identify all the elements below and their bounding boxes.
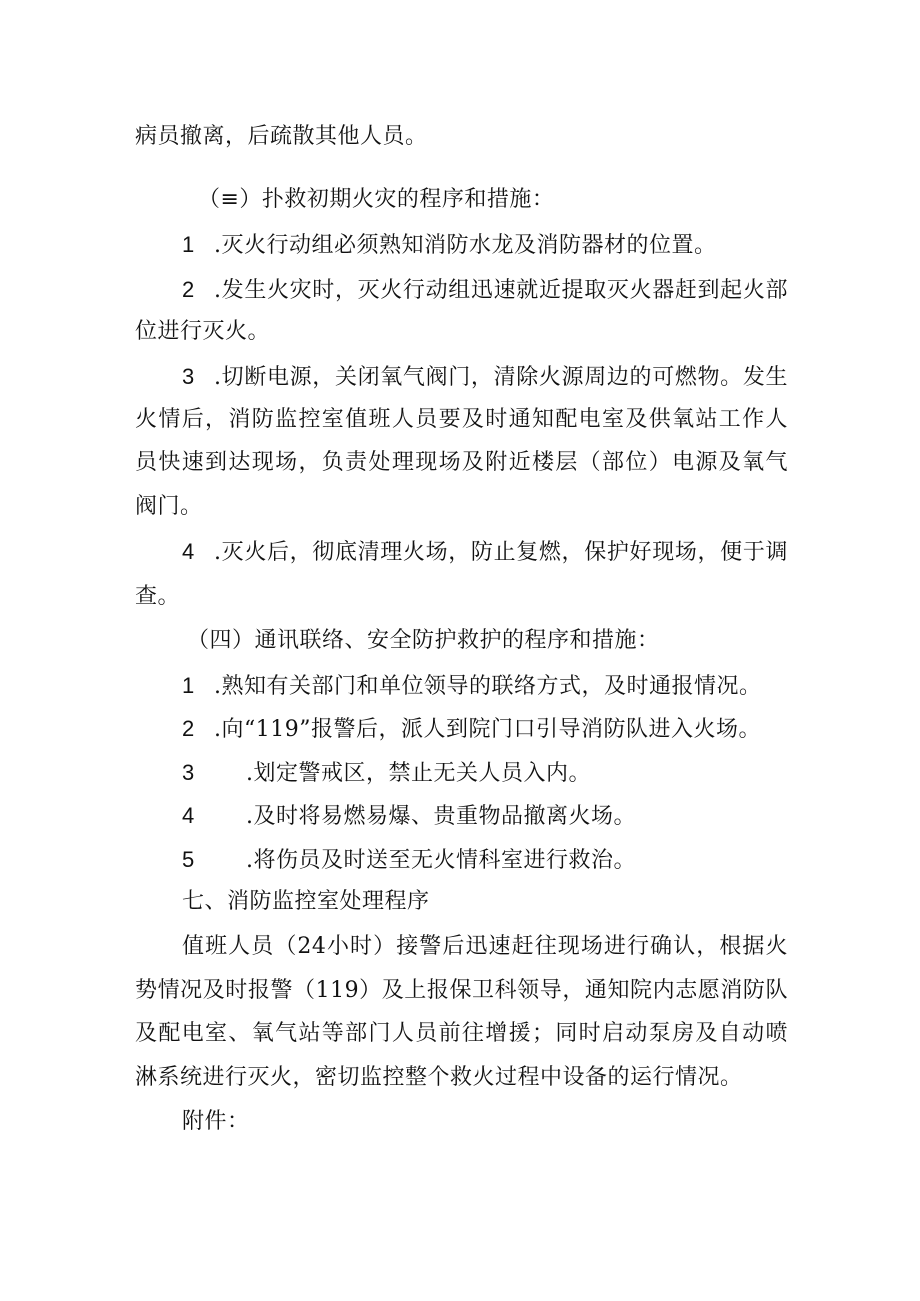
text: （四）通讯联络、安全防护救护的程序和措施： bbox=[187, 628, 660, 653]
item-number: 1 bbox=[182, 232, 195, 257]
text: 员快速到达现场，负责处理现场及附近楼层（部位）电源及氧气 bbox=[135, 450, 788, 475]
paragraph-line bbox=[182, 936, 788, 958]
section-heading bbox=[182, 891, 430, 913]
item-number: 3 bbox=[182, 760, 195, 785]
attachment-label bbox=[182, 1111, 250, 1133]
text: .发生火灾时，灭火行动组迅速就近提取灭火器赶到起火部 bbox=[214, 278, 788, 303]
list-item bbox=[182, 541, 788, 564]
paragraph-line bbox=[135, 1023, 788, 1045]
list-item bbox=[182, 805, 636, 828]
paragraph-line bbox=[135, 586, 180, 608]
text: 位进行灭火。 bbox=[135, 319, 271, 344]
text: 阀门。 bbox=[135, 494, 203, 519]
text: 淋系统进行灭火，密切监控整个救火过程中设备的运行情况。 bbox=[135, 1065, 743, 1090]
text: .将伤员及时送至无火情科室进行救治。 bbox=[246, 848, 636, 873]
item-number: 3 bbox=[182, 364, 195, 389]
text: 查。 bbox=[135, 584, 181, 609]
text: .切断电源，关闭氧气阀门，清除火源周边的可燃物。发生 bbox=[214, 365, 788, 390]
item-number: 4 bbox=[182, 539, 195, 564]
item-number: 2 bbox=[182, 716, 195, 741]
paragraph-line bbox=[135, 452, 788, 474]
paragraph-line bbox=[135, 980, 788, 1002]
text: 及配电室、氧气站等部门人员前往增援；同时启动泵房及自动喷 bbox=[135, 1021, 788, 1046]
item-number: 2 bbox=[182, 277, 195, 302]
text: .及时将易燃易爆、贵重物品撤离火场。 bbox=[246, 804, 636, 829]
section-heading bbox=[187, 630, 660, 652]
text: 七、消防监控室处理程序 bbox=[182, 889, 430, 914]
text: 附件： bbox=[182, 1109, 250, 1134]
list-item bbox=[182, 849, 636, 872]
text: 火情后，消防监控室值班人员要及时通知配电室及供氧站工作人 bbox=[135, 407, 788, 432]
paragraph-line bbox=[135, 321, 270, 343]
text: 势情况及时报警（119）及上报保卫科领导，通知院内志愿消防队 bbox=[135, 978, 788, 1003]
text: .灭火后，彻底清理火场，防止复燃，保护好现场，便于调 bbox=[214, 540, 788, 565]
text: .熟知有关部门和单位领导的联络方式，及时通报情况。 bbox=[214, 674, 762, 699]
text: 值班人员（24小时）接警后迅速赶往现场进行确认，根据火 bbox=[182, 934, 788, 959]
list-item bbox=[182, 279, 788, 302]
section-heading bbox=[198, 189, 554, 211]
paragraph-line bbox=[135, 409, 788, 431]
list-item bbox=[182, 675, 762, 698]
paragraph-line bbox=[135, 496, 203, 518]
text: .向“119”报警后，派人到院门口引导消防队进入火场。 bbox=[214, 717, 761, 742]
text: .划定警戒区，禁止无关人员入内。 bbox=[246, 761, 591, 786]
list-item bbox=[182, 718, 761, 741]
text: .灭火行动组必须熟知消防水龙及消防器材的位置。 bbox=[214, 233, 717, 258]
item-number: 4 bbox=[182, 803, 195, 828]
list-item bbox=[182, 366, 788, 389]
paragraph-line bbox=[135, 126, 428, 148]
text: （≡）扑救初期火灾的程序和措施： bbox=[198, 187, 555, 212]
list-item bbox=[182, 762, 591, 785]
paragraph-line bbox=[135, 1067, 743, 1089]
text: 病员撤离，后疏散其他人员。 bbox=[135, 124, 428, 149]
item-number: 1 bbox=[182, 673, 195, 698]
item-number: 5 bbox=[182, 847, 195, 872]
list-item bbox=[182, 234, 717, 257]
